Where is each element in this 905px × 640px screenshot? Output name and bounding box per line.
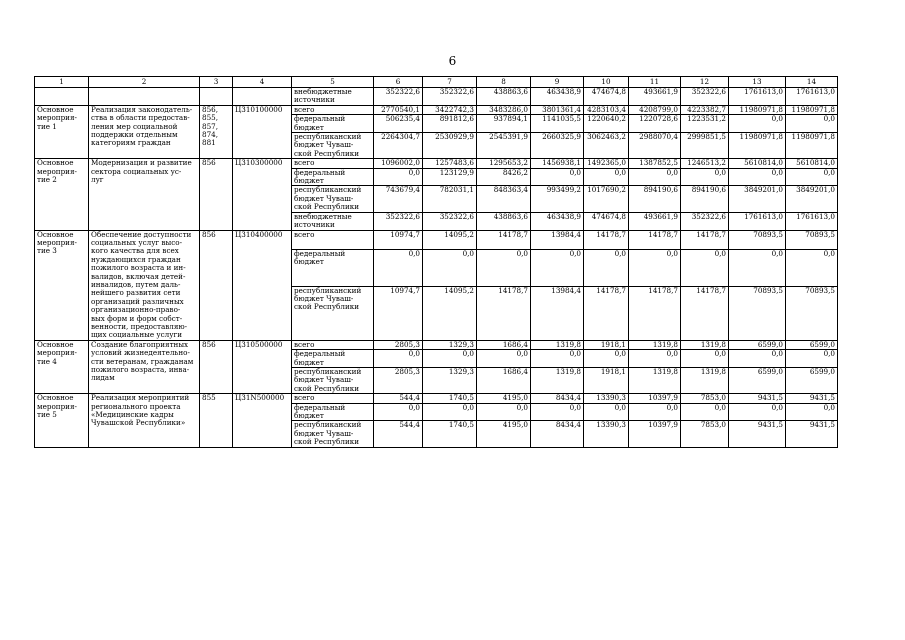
value-cell: 0,0 bbox=[786, 403, 838, 421]
value-cell: 0,0 bbox=[531, 403, 584, 421]
value-cell: 1141035,5 bbox=[531, 115, 584, 133]
value-cell: 11980971,8 bbox=[729, 133, 786, 159]
value-cell: 438863,6 bbox=[477, 212, 531, 230]
funding-source-cell: всего bbox=[292, 159, 374, 168]
value-cell: 1329,3 bbox=[423, 340, 477, 349]
value-cell: 0,0 bbox=[629, 350, 681, 368]
value-cell: 9431,5 bbox=[729, 394, 786, 403]
event-label-cell: Основное мероприя- тие 5 bbox=[35, 394, 89, 447]
table-row bbox=[35, 88, 838, 106]
event-name-cell: Реализация мероприятий регионального проекта «Медицинские кадры Чувашской Республики» bbox=[89, 394, 200, 447]
value-cell: 0,0 bbox=[681, 249, 729, 286]
value-cell: 4223382,7 bbox=[681, 105, 729, 114]
value-cell: 1329,3 bbox=[423, 368, 477, 394]
value-cell: 3849201,0 bbox=[729, 186, 786, 212]
value-cell: 2805,3 bbox=[374, 340, 423, 349]
event-label-cell: Основное мероприя- тие 1 bbox=[35, 105, 89, 158]
value-cell: 0,0 bbox=[374, 403, 423, 421]
value-cell: 3801361,4 bbox=[531, 105, 584, 114]
value-cell: 70893,5 bbox=[729, 230, 786, 249]
funding-source-cell: всего bbox=[292, 394, 374, 403]
empty-cell bbox=[35, 88, 89, 106]
table-row bbox=[35, 159, 838, 168]
funding-table bbox=[34, 76, 838, 448]
target-code-cell: Ц310300000 bbox=[233, 159, 292, 230]
value-cell: 8426,2 bbox=[477, 168, 531, 186]
value-cell: 8434,4 bbox=[531, 421, 584, 447]
funding-source-cell: внебюджетные источники bbox=[292, 212, 374, 230]
value-cell: 0,0 bbox=[531, 168, 584, 186]
value-cell: 0,0 bbox=[629, 403, 681, 421]
value-cell: 70893,5 bbox=[786, 286, 838, 340]
value-cell: 2988070,4 bbox=[629, 133, 681, 159]
value-cell: 6599,0 bbox=[729, 340, 786, 349]
value-cell: 1319,8 bbox=[531, 368, 584, 394]
value-cell: 937894,1 bbox=[477, 115, 531, 133]
value-cell: 10974,7 bbox=[374, 230, 423, 249]
value-cell: 1492365,0 bbox=[584, 159, 629, 168]
value-cell: 1761613,0 bbox=[786, 88, 838, 106]
header-row bbox=[35, 77, 838, 88]
target-code-cell: Ц31N500000 bbox=[233, 394, 292, 447]
value-cell: 6599,0 bbox=[786, 368, 838, 394]
event-name-cell: Модернизация и развитие сектора социальных ус- луг bbox=[89, 159, 200, 230]
value-cell: 463438,9 bbox=[531, 212, 584, 230]
value-cell: 0,0 bbox=[477, 249, 531, 286]
event-name-cell: Реализация законодатель- ства в области предостав- ления мер социальной поддержки отдельным категориям граждан bbox=[89, 105, 200, 158]
value-cell: 493661,9 bbox=[629, 88, 681, 106]
value-cell: 14178,7 bbox=[477, 286, 531, 340]
value-cell: 1220640,2 bbox=[584, 115, 629, 133]
value-cell: 0,0 bbox=[729, 403, 786, 421]
value-cell: 848363,4 bbox=[477, 186, 531, 212]
value-cell: 1740,5 bbox=[423, 421, 477, 447]
empty-cell bbox=[233, 88, 292, 106]
value-cell: 14178,7 bbox=[681, 230, 729, 249]
value-cell: 3483286,0 bbox=[477, 105, 531, 114]
value-cell: 3422742,3 bbox=[423, 105, 477, 114]
event-label-cell: Основное мероприя- тие 4 bbox=[35, 340, 89, 393]
value-cell: 7853,0 bbox=[681, 421, 729, 447]
value-cell: 506235,4 bbox=[374, 115, 423, 133]
value-cell: 0,0 bbox=[629, 168, 681, 186]
value-cell: 14178,7 bbox=[584, 230, 629, 249]
value-cell: 11980971,8 bbox=[786, 105, 838, 114]
value-cell: 4208799,0 bbox=[629, 105, 681, 114]
value-cell: 11980971,8 bbox=[786, 133, 838, 159]
value-cell: 0,0 bbox=[374, 249, 423, 286]
column-header-14: 14 bbox=[786, 77, 838, 88]
value-cell: 2530929,9 bbox=[423, 133, 477, 159]
target-code-cell: Ц310100000 bbox=[233, 105, 292, 158]
value-cell: 1761613,0 bbox=[729, 88, 786, 106]
value-cell: 6599,0 bbox=[729, 368, 786, 394]
table-row bbox=[35, 340, 838, 349]
value-cell: 782031,1 bbox=[423, 186, 477, 212]
page-number: 6 bbox=[448, 54, 457, 68]
value-cell: 1387852,5 bbox=[629, 159, 681, 168]
value-cell: 1220728,6 bbox=[629, 115, 681, 133]
value-cell: 1319,8 bbox=[629, 368, 681, 394]
value-cell: 10974,7 bbox=[374, 286, 423, 340]
value-cell: 0,0 bbox=[423, 249, 477, 286]
value-cell: 352322,6 bbox=[374, 88, 423, 106]
funding-source-cell: федеральный бюджет bbox=[292, 249, 374, 286]
funding-source-cell: федеральный бюджет bbox=[292, 350, 374, 368]
value-cell: 9431,5 bbox=[729, 421, 786, 447]
value-cell: 0,0 bbox=[584, 350, 629, 368]
target-code-cell: Ц310400000 bbox=[233, 230, 292, 340]
value-cell: 11980971,8 bbox=[729, 105, 786, 114]
grbs-code-cell: 856 bbox=[200, 230, 233, 340]
funding-source-cell: внебюджетные источники bbox=[292, 88, 374, 106]
funding-source-cell: республиканский бюджет Чуваш- ской Республики bbox=[292, 186, 374, 212]
value-cell: 0,0 bbox=[584, 249, 629, 286]
value-cell: 2999851,5 bbox=[681, 133, 729, 159]
empty-cell bbox=[200, 88, 233, 106]
value-cell: 2805,3 bbox=[374, 368, 423, 394]
value-cell: 1456938,1 bbox=[531, 159, 584, 168]
value-cell: 2264304,7 bbox=[374, 133, 423, 159]
grbs-code-cell: 856 bbox=[200, 159, 233, 230]
table-row bbox=[35, 394, 838, 403]
funding-source-cell: всего bbox=[292, 340, 374, 349]
value-cell: 2545391,9 bbox=[477, 133, 531, 159]
value-cell: 5610814,0 bbox=[729, 159, 786, 168]
grbs-code-cell: 856, 855, 857, 874, 881 bbox=[200, 105, 233, 158]
value-cell: 10397,9 bbox=[629, 394, 681, 403]
value-cell: 13984,4 bbox=[531, 286, 584, 340]
value-cell: 352322,6 bbox=[423, 212, 477, 230]
value-cell: 70893,5 bbox=[786, 230, 838, 249]
column-header-6: 6 bbox=[374, 77, 423, 88]
value-cell: 0,0 bbox=[729, 249, 786, 286]
target-code-cell: Ц310500000 bbox=[233, 340, 292, 393]
column-header-1: 1 bbox=[35, 77, 89, 88]
value-cell: 0,0 bbox=[423, 350, 477, 368]
grbs-code-cell: 855 bbox=[200, 394, 233, 447]
value-cell: 0,0 bbox=[681, 168, 729, 186]
value-cell: 0,0 bbox=[584, 403, 629, 421]
value-cell: 1686,4 bbox=[477, 340, 531, 349]
value-cell: 13390,3 bbox=[584, 394, 629, 403]
value-cell: 1017690,2 bbox=[584, 186, 629, 212]
value-cell: 0,0 bbox=[786, 168, 838, 186]
value-cell: 0,0 bbox=[786, 249, 838, 286]
value-cell: 3849201,0 bbox=[786, 186, 838, 212]
funding-source-cell: федеральный бюджет bbox=[292, 115, 374, 133]
value-cell: 2660325,9 bbox=[531, 133, 584, 159]
funding-source-cell: республиканский бюджет Чуваш- ской Республики bbox=[292, 368, 374, 394]
value-cell: 13984,4 bbox=[531, 230, 584, 249]
value-cell: 13390,3 bbox=[584, 421, 629, 447]
value-cell: 4195,0 bbox=[477, 394, 531, 403]
value-cell: 123129,9 bbox=[423, 168, 477, 186]
value-cell: 1319,8 bbox=[681, 340, 729, 349]
value-cell: 0,0 bbox=[423, 403, 477, 421]
value-cell: 894190,6 bbox=[629, 186, 681, 212]
value-cell: 0,0 bbox=[477, 350, 531, 368]
value-cell: 894190,6 bbox=[681, 186, 729, 212]
value-cell: 438863,6 bbox=[477, 88, 531, 106]
value-cell: 1223531,2 bbox=[681, 115, 729, 133]
funding-source-cell: республиканский бюджет Чуваш- ской Республики bbox=[292, 286, 374, 340]
value-cell: 352322,6 bbox=[681, 212, 729, 230]
column-header-13: 13 bbox=[729, 77, 786, 88]
value-cell: 544,4 bbox=[374, 394, 423, 403]
value-cell: 4195,0 bbox=[477, 421, 531, 447]
funding-source-cell: республиканский бюджет Чуваш- ской Республики bbox=[292, 421, 374, 447]
value-cell: 463438,9 bbox=[531, 88, 584, 106]
value-cell: 1740,5 bbox=[423, 394, 477, 403]
value-cell: 3062463,2 bbox=[584, 133, 629, 159]
funding-source-cell: всего bbox=[292, 105, 374, 114]
funding-source-cell: всего bbox=[292, 230, 374, 249]
value-cell: 9431,5 bbox=[786, 394, 838, 403]
column-header-12: 12 bbox=[681, 77, 729, 88]
value-cell: 4283103,4 bbox=[584, 105, 629, 114]
value-cell: 0,0 bbox=[374, 168, 423, 186]
column-header-9: 9 bbox=[531, 77, 584, 88]
funding-source-cell: республиканский бюджет Чуваш- ской Республики bbox=[292, 133, 374, 159]
column-header-11: 11 bbox=[629, 77, 681, 88]
table-body bbox=[35, 88, 838, 448]
value-cell: 0,0 bbox=[786, 115, 838, 133]
value-cell: 1246513,2 bbox=[681, 159, 729, 168]
column-header-7: 7 bbox=[423, 77, 477, 88]
value-cell: 0,0 bbox=[584, 168, 629, 186]
value-cell: 10397,9 bbox=[629, 421, 681, 447]
value-cell: 1761613,0 bbox=[729, 212, 786, 230]
column-header-8: 8 bbox=[477, 77, 531, 88]
value-cell: 1918,1 bbox=[584, 368, 629, 394]
funding-source-cell: федеральный бюджет bbox=[292, 168, 374, 186]
value-cell: 2770540,1 bbox=[374, 105, 423, 114]
value-cell: 70893,5 bbox=[729, 286, 786, 340]
value-cell: 0,0 bbox=[531, 350, 584, 368]
value-cell: 14178,7 bbox=[584, 286, 629, 340]
value-cell: 14178,7 bbox=[681, 286, 729, 340]
value-cell: 0,0 bbox=[477, 403, 531, 421]
event-label-cell: Основное мероприя- тие 2 bbox=[35, 159, 89, 230]
value-cell: 1686,4 bbox=[477, 368, 531, 394]
value-cell: 544,4 bbox=[374, 421, 423, 447]
value-cell: 14178,7 bbox=[629, 230, 681, 249]
value-cell: 993499,2 bbox=[531, 186, 584, 212]
value-cell: 5610814,0 bbox=[786, 159, 838, 168]
value-cell: 474674,8 bbox=[584, 212, 629, 230]
value-cell: 1761613,0 bbox=[786, 212, 838, 230]
value-cell: 0,0 bbox=[786, 350, 838, 368]
value-cell: 0,0 bbox=[531, 249, 584, 286]
value-cell: 0,0 bbox=[729, 115, 786, 133]
value-cell: 7853,0 bbox=[681, 394, 729, 403]
value-cell: 352322,6 bbox=[681, 88, 729, 106]
table-row bbox=[35, 105, 838, 114]
value-cell: 352322,6 bbox=[374, 212, 423, 230]
value-cell: 0,0 bbox=[681, 350, 729, 368]
value-cell: 1319,8 bbox=[629, 340, 681, 349]
value-cell: 14178,7 bbox=[477, 230, 531, 249]
value-cell: 1918,1 bbox=[584, 340, 629, 349]
value-cell: 891812,6 bbox=[423, 115, 477, 133]
table-row bbox=[35, 230, 838, 249]
value-cell: 0,0 bbox=[729, 350, 786, 368]
value-cell: 14178,7 bbox=[629, 286, 681, 340]
value-cell: 8434,4 bbox=[531, 394, 584, 403]
value-cell: 0,0 bbox=[629, 249, 681, 286]
value-cell: 9431,5 bbox=[786, 421, 838, 447]
value-cell: 1295653,2 bbox=[477, 159, 531, 168]
value-cell: 1319,8 bbox=[681, 368, 729, 394]
event-name-cell: Создание благоприятных условий жизнедеятельно- сти ветеранам, гражданам пожилого возраста, инва- лидам bbox=[89, 340, 200, 393]
value-cell: 743679,4 bbox=[374, 186, 423, 212]
column-header-5: 5 bbox=[292, 77, 374, 88]
column-header-4: 4 bbox=[233, 77, 292, 88]
column-header-3: 3 bbox=[200, 77, 233, 88]
funding-source-cell: федеральный бюджет bbox=[292, 403, 374, 421]
column-header-10: 10 bbox=[584, 77, 629, 88]
event-label-cell: Основное мероприя- тие 3 bbox=[35, 230, 89, 340]
value-cell: 14095,2 bbox=[423, 230, 477, 249]
value-cell: 352322,6 bbox=[423, 88, 477, 106]
value-cell: 1319,8 bbox=[531, 340, 584, 349]
value-cell: 1096002,0 bbox=[374, 159, 423, 168]
grbs-code-cell: 856 bbox=[200, 340, 233, 393]
value-cell: 0,0 bbox=[374, 350, 423, 368]
value-cell: 0,0 bbox=[681, 403, 729, 421]
value-cell: 14095,2 bbox=[423, 286, 477, 340]
value-cell: 1257483,6 bbox=[423, 159, 477, 168]
column-header-2: 2 bbox=[89, 77, 200, 88]
value-cell: 6599,0 bbox=[786, 340, 838, 349]
value-cell: 493661,9 bbox=[629, 212, 681, 230]
empty-cell bbox=[89, 88, 200, 106]
event-name-cell: Обеспечение доступности социальных услуг высо- кого качества для всех нуждающихся граждан пожилого возраста и ин- валидов, включая детей- инвалидов, путем даль- нейшего развития сети организаций различных организационно-право- вых форм и форм собст- венности, предоставляю- щих социальные услуги bbox=[89, 230, 200, 340]
value-cell: 474674,8 bbox=[584, 88, 629, 106]
value-cell: 0,0 bbox=[729, 168, 786, 186]
